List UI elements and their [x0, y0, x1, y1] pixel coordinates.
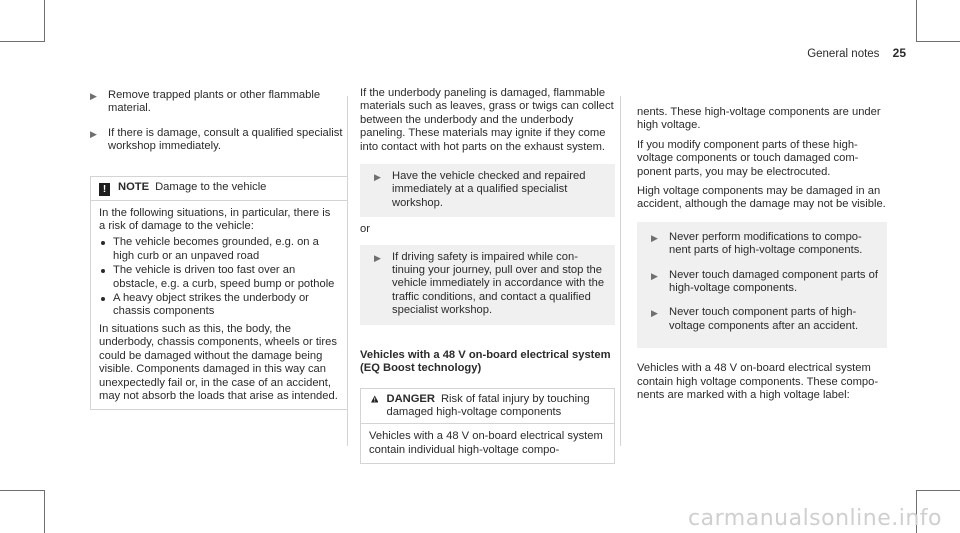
arrow-icon: ▶ — [651, 270, 658, 281]
page-header — [807, 47, 906, 61]
arrow-icon: ▶ — [90, 91, 97, 101]
exclamation-icon: ! — [99, 183, 110, 196]
column-divider — [620, 96, 621, 446]
note-box — [90, 176, 348, 411]
bullet-list — [99, 236, 339, 318]
crop-mark — [44, 0, 45, 42]
instruction-step — [651, 269, 879, 296]
bullet-icon — [101, 297, 105, 301]
instruction-step — [374, 251, 607, 318]
list-item: The vehicle becomes grounded, e.g. on a high curb or an unpaved road — [99, 236, 339, 263]
step-text: Never perform modifications to component parts of high-voltage components. — [669, 230, 863, 257]
instruction-panel — [637, 222, 887, 348]
paragraph: Vehicles with a 48 V on-board electrical system contain high voltage components. These components are marked with a high voltage label: — [637, 362, 879, 402]
step-text: If there is damage, consult a qualified specialist workshop immediately. — [108, 126, 343, 153]
paragraph: High voltage components may be damaged in an accident, although the damage may not be visible. — [637, 185, 886, 211]
note-title: NOTE — [118, 180, 150, 193]
section-heading: Vehicles with a 48 V on-board electrical system (EQ Boost technology) — [360, 348, 611, 375]
note-intro: In the following situations, in particular, there is a risk of damage to the vehicle: — [99, 206, 331, 233]
arrow-icon: ▶ — [90, 128, 97, 139]
crop-mark — [916, 490, 960, 491]
crop-mark — [916, 41, 960, 42]
step-text: Have the vehicle checked and repaired immediately at a qualified specialist workshop. — [392, 170, 586, 209]
danger-subtitle: Risk of fatal injury by touching damaged high-voltage components — [386, 392, 590, 418]
danger-header — [361, 389, 614, 425]
instruction-panel — [360, 245, 615, 325]
instruction-panel — [360, 164, 615, 217]
paragraph: If the underbody paneling is damaged, flammable materials such as leaves, grass or twigs can collect between the underbody and the underbody paneling. These materials may ignite if they come into contact with hot parts on the exhaust system. — [360, 87, 614, 153]
column-3 — [637, 106, 887, 403]
step-text: Remove trapped plants or other flammable material. — [108, 89, 321, 115]
danger-title: DANGER — [386, 392, 435, 405]
warning-triangle-icon — [371, 393, 378, 405]
note-header — [91, 177, 347, 201]
danger-body: Vehicles with a 48 V on-board electrical system contain individual high-voltage compo- — [369, 430, 603, 456]
arrow-icon: ▶ — [651, 308, 658, 319]
bullet-icon — [101, 269, 105, 273]
bullet-icon — [101, 241, 105, 245]
list-item: A heavy object strikes the underbody or chassis components — [99, 292, 339, 319]
instruction-step — [651, 306, 879, 333]
instruction-step — [651, 231, 879, 258]
note-body — [91, 201, 347, 410]
crop-mark — [916, 0, 917, 42]
list-item: The vehicle is driven too fast over an obstacle, e.g. a curb, speed bump or pothole — [99, 264, 339, 291]
paragraph: If you modify component parts of these high-voltage components or touch damaged component parts, you may be electrocuted. — [637, 138, 859, 178]
arrow-icon: ▶ — [651, 232, 658, 243]
or-text: or — [360, 223, 370, 236]
step-text: Never touch component parts of high-voltage components after an accident. — [669, 306, 859, 332]
danger-heading — [386, 393, 606, 420]
crop-mark — [0, 41, 45, 42]
instruction-step — [374, 170, 607, 210]
arrow-icon: ▶ — [374, 172, 381, 183]
watermark: carmanualsonline.info — [688, 505, 942, 531]
instruction-step — [90, 127, 348, 154]
step-text: If driving safety is impaired while continuing your journey, pull over and stop the vehicle immediately in accordance with the traffic conditions, and contact a qualified specialist workshop. — [392, 250, 605, 317]
paragraph: nents. These high-voltage components are under high voltage. — [637, 106, 881, 132]
instruction-step — [90, 89, 348, 116]
crop-mark — [0, 490, 45, 491]
column-1 — [90, 89, 348, 410]
column-2 — [360, 87, 615, 464]
step-text: Never touch damaged component parts of high-voltage components. — [669, 268, 878, 295]
note-subtitle: Damage to the vehicle — [155, 180, 267, 193]
danger-box — [360, 388, 615, 465]
note-text: In situations such as this, the body, the underbody, chassis components, wheels or tires could be damaged without the damage being visible. Components damaged in this way can unexpectedly fail or, in the case of an accident, may not absorb the loads that arise as intended. — [99, 322, 338, 402]
section-title: General notes — [807, 48, 880, 60]
arrow-icon: ▶ — [374, 252, 381, 263]
crop-mark — [44, 490, 45, 533]
page-number: 25 — [892, 46, 906, 60]
